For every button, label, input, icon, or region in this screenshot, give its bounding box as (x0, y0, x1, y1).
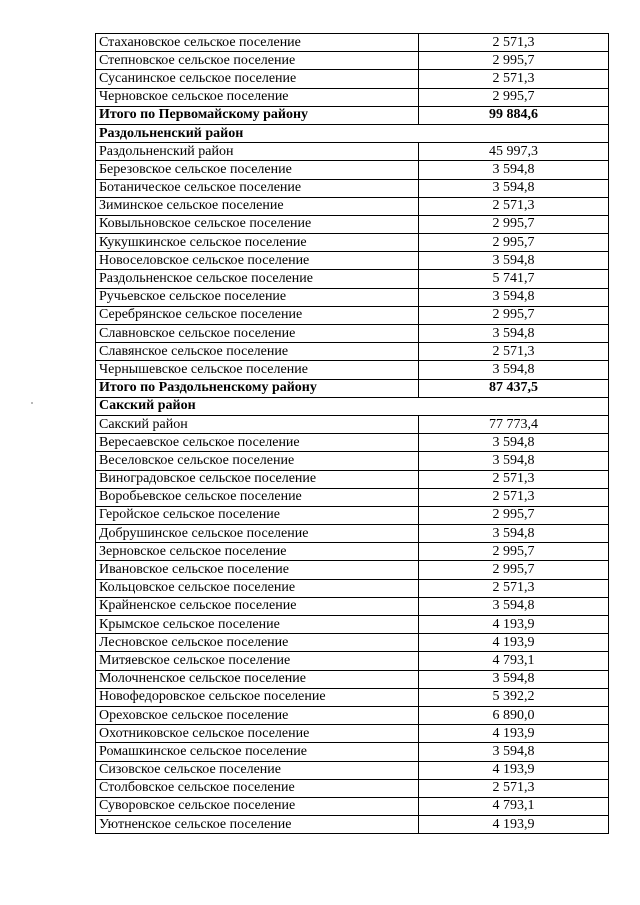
amount-value: 3 594,8 (419, 597, 609, 615)
amount-value: 3 594,8 (419, 161, 609, 179)
amount-value: 2 995,7 (419, 88, 609, 106)
empty-cell (419, 124, 609, 142)
table-row (96, 506, 609, 524)
settlement-name: Столбовское сельское поселение (96, 779, 419, 797)
amount-value: 3 594,8 (419, 743, 609, 761)
amount-value: 6 890,0 (419, 706, 609, 724)
settlement-name: Раздольненский район (96, 143, 419, 161)
district-header-label: Раздольненский район (96, 124, 419, 142)
settlement-name: Новоселовское сельское поселение (96, 252, 419, 270)
settlement-name: Раздольненское сельское поселение (96, 270, 419, 288)
amount-value: 4 193,9 (419, 616, 609, 634)
settlement-name: Лесновское сельское поселение (96, 634, 419, 652)
district-header-label: Сакский район (96, 397, 419, 415)
settlement-name: Молочненское сельское поселение (96, 670, 419, 688)
settlement-name: Суворовское сельское поселение (96, 797, 419, 815)
table-row (96, 197, 609, 215)
table-row (96, 670, 609, 688)
budget-table (95, 33, 609, 834)
table-row (96, 34, 609, 52)
table-row (96, 215, 609, 233)
table-row (96, 434, 609, 452)
table-row (96, 543, 609, 561)
amount-value: 2 571,3 (419, 34, 609, 52)
settlement-name: Новофедоровское сельское поселение (96, 688, 419, 706)
table-row (96, 579, 609, 597)
settlement-name: Кукушкинское сельское поселение (96, 234, 419, 252)
table-row (96, 88, 609, 106)
table-row (96, 616, 609, 634)
amount-value: 3 594,8 (419, 525, 609, 543)
table-row (96, 234, 609, 252)
settlement-name: Чернышевское сельское поселение (96, 361, 419, 379)
settlement-name: Вересаевское сельское поселение (96, 434, 419, 452)
amount-value: 4 193,9 (419, 634, 609, 652)
settlement-name: Зиминское сельское поселение (96, 197, 419, 215)
settlement-name: Ручьевское сельское поселение (96, 288, 419, 306)
table-row (96, 652, 609, 670)
table-row (96, 161, 609, 179)
settlement-name: Степновское сельское поселение (96, 52, 419, 70)
table-row (96, 743, 609, 761)
table-row (96, 761, 609, 779)
settlement-name: Ивановское сельское поселение (96, 561, 419, 579)
amount-value: 2 571,3 (419, 197, 609, 215)
table-row (96, 525, 609, 543)
district-total-label: Итого по Раздольненскому району (96, 379, 419, 397)
table-row (96, 325, 609, 343)
table-row (96, 797, 609, 815)
amount-value: 3 594,8 (419, 452, 609, 470)
amount-value: 2 995,7 (419, 52, 609, 70)
amount-value: 3 594,8 (419, 288, 609, 306)
amount-value: 2 571,3 (419, 343, 609, 361)
settlement-name: Черновское сельское поселение (96, 88, 419, 106)
amount-value: 4 793,1 (419, 652, 609, 670)
table-row (96, 415, 609, 433)
district-total-label: Итого по Первомайскому району (96, 106, 419, 124)
amount-value: 45 997,3 (419, 143, 609, 161)
amount-value: 77 773,4 (419, 415, 609, 433)
table-row (96, 597, 609, 615)
district-total-row (96, 379, 609, 397)
amount-value: 5 392,2 (419, 688, 609, 706)
amount-value: 4 193,9 (419, 761, 609, 779)
settlement-name: Охотниковское сельское поселение (96, 725, 419, 743)
table-row (96, 252, 609, 270)
settlement-name: Славновское сельское поселение (96, 325, 419, 343)
district-header-row (96, 397, 609, 415)
budget-table-body (96, 34, 609, 834)
settlement-name: Геройское сельское поселение (96, 506, 419, 524)
settlement-name: Сизовское сельское поселение (96, 761, 419, 779)
amount-value: 2 571,3 (419, 70, 609, 88)
table-row (96, 179, 609, 197)
table-row (96, 452, 609, 470)
amount-value: 2 571,3 (419, 779, 609, 797)
settlement-name: Веселовское сельское поселение (96, 452, 419, 470)
table-row (96, 706, 609, 724)
settlement-name: Славянское сельское поселение (96, 343, 419, 361)
settlement-name: Стахановское сельское поселение (96, 34, 419, 52)
scan-artifact (31, 402, 33, 404)
table-row (96, 52, 609, 70)
amount-value: 2 995,7 (419, 234, 609, 252)
amount-value: 5 741,7 (419, 270, 609, 288)
settlement-name: Серебрянское сельское поселение (96, 306, 419, 324)
settlement-name: Зерновское сельское поселение (96, 543, 419, 561)
settlement-name: Ореховское сельское поселение (96, 706, 419, 724)
table-row (96, 634, 609, 652)
district-total-value: 87 437,5 (419, 379, 609, 397)
amount-value: 3 594,8 (419, 670, 609, 688)
table-row (96, 725, 609, 743)
amount-value: 4 793,1 (419, 797, 609, 815)
amount-value: 3 594,8 (419, 361, 609, 379)
table-row (96, 70, 609, 88)
amount-value: 3 594,8 (419, 179, 609, 197)
district-total-row (96, 106, 609, 124)
amount-value: 3 594,8 (419, 325, 609, 343)
amount-value: 3 594,8 (419, 252, 609, 270)
table-row (96, 470, 609, 488)
settlement-name: Кольцовское сельское поселение (96, 579, 419, 597)
settlement-name: Ботаническое сельское поселение (96, 179, 419, 197)
amount-value: 2 995,7 (419, 543, 609, 561)
amount-value: 2 995,7 (419, 561, 609, 579)
table-row (96, 779, 609, 797)
settlement-name: Митяевское сельское поселение (96, 652, 419, 670)
settlement-name: Березовское сельское поселение (96, 161, 419, 179)
settlement-name: Уютненское сельское поселение (96, 816, 419, 834)
settlement-name: Ковыльновское сельское поселение (96, 215, 419, 233)
settlement-name: Сакский район (96, 415, 419, 433)
amount-value: 2 995,7 (419, 306, 609, 324)
amount-value: 2 571,3 (419, 579, 609, 597)
settlement-name: Добрушинское сельское поселение (96, 525, 419, 543)
settlement-name: Сусанинское сельское поселение (96, 70, 419, 88)
table-row (96, 816, 609, 834)
empty-cell (419, 397, 609, 415)
district-total-value: 99 884,6 (419, 106, 609, 124)
table-row (96, 288, 609, 306)
settlement-name: Ромашкинское сельское поселение (96, 743, 419, 761)
table-row (96, 688, 609, 706)
table-row (96, 361, 609, 379)
table-row (96, 488, 609, 506)
settlement-name: Виноградовское сельское поселение (96, 470, 419, 488)
amount-value: 2 995,7 (419, 215, 609, 233)
table-row (96, 561, 609, 579)
amount-value: 3 594,8 (419, 434, 609, 452)
table-row (96, 270, 609, 288)
settlement-name: Воробьевское сельское поселение (96, 488, 419, 506)
settlement-name: Крымское сельское поселение (96, 616, 419, 634)
table-row (96, 343, 609, 361)
amount-value: 4 193,9 (419, 816, 609, 834)
table-row (96, 306, 609, 324)
amount-value: 4 193,9 (419, 725, 609, 743)
district-header-row (96, 124, 609, 142)
amount-value: 2 571,3 (419, 488, 609, 506)
amount-value: 2 571,3 (419, 470, 609, 488)
amount-value: 2 995,7 (419, 506, 609, 524)
settlement-name: Крайненское сельское поселение (96, 597, 419, 615)
table-row (96, 143, 609, 161)
